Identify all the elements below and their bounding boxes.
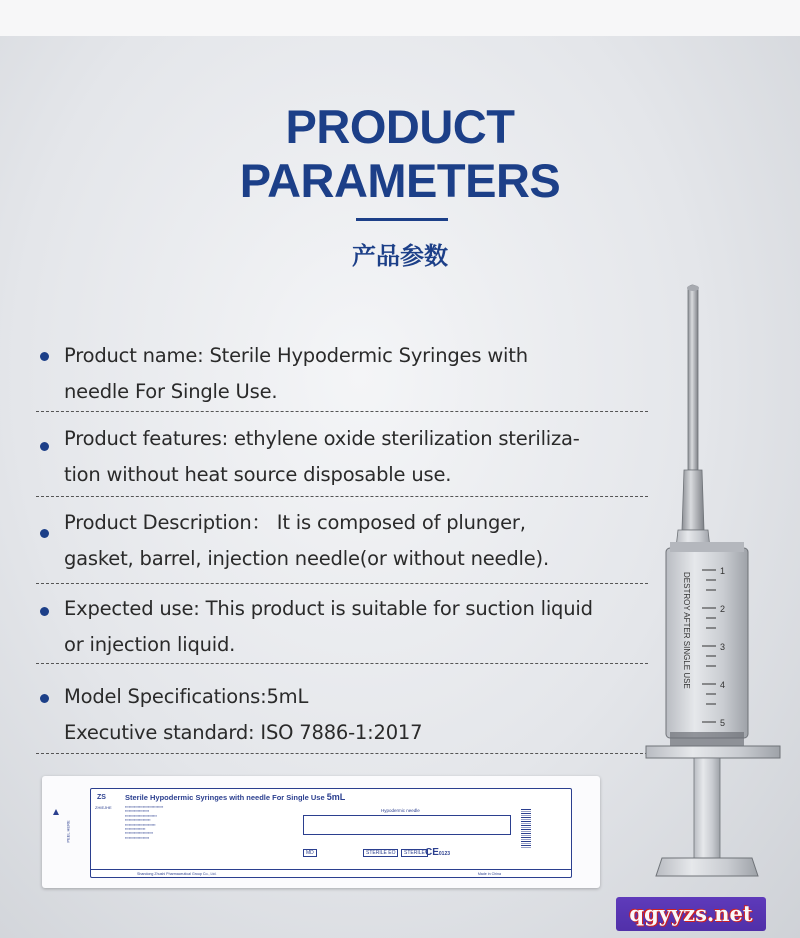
plunger-thumb [656,858,758,876]
top-band [0,0,800,36]
barcode-icon [521,809,531,849]
plunger-stopper [670,732,744,746]
scale-number: 5 [720,718,726,728]
param-line: Product name: Sterile Hypodermic Syringes with [64,344,528,367]
barrel-tip [670,542,744,552]
bullet-icon [40,352,49,361]
plunger-rod [694,758,720,858]
page-title-line1: PRODUCT [285,100,515,153]
param-text [64,505,654,577]
param-line: or injection liquid. [64,633,236,656]
param-item-name [36,338,648,412]
package-title-text: Sterile Hypodermic Syringes with needle For Single Use [125,793,325,802]
ce-number: 0123 [438,851,451,857]
scale-number: 4 [720,680,726,690]
scale-number: 2 [720,604,726,614]
scale-number: 3 [720,642,726,652]
param-text [64,338,654,410]
bullet-icon [40,529,49,538]
package-title [125,792,345,802]
package-symbol: MD [303,849,317,857]
syringe-image [640,280,800,900]
package-sterile-eo: STERILE EO [363,849,398,857]
package-logo: ZS [97,794,106,801]
cap-top [687,285,699,291]
param-line: Model Specifications:5mL [64,685,309,708]
barrel [666,548,748,738]
scale-number: 1 [720,566,726,576]
param-item-model [36,680,648,754]
barrel-text: DESTROY AFTER SINGLE USE [682,572,691,689]
package-label-frame [65,788,572,878]
param-line: Executive standard: ISO 7886-1:2017 [64,721,423,744]
needle-cap [688,285,698,470]
package-table-title: Hypodermic needle [381,808,420,813]
package-footer [91,869,571,877]
page-title-line2: PARAMETERS [239,154,561,207]
param-item-description [36,505,648,584]
package-side-text: PEEL HERE [65,820,71,843]
package-sterile: STERILE [401,849,428,857]
param-line: Product features: ethylene oxide sterilization steriliza- [64,427,580,450]
param-line: Product Description： It is composed of plunger, [64,511,526,534]
param-line: gasket, barrel, injection needle(or without needle). [64,547,549,570]
param-line: tion without heat source disposable use. [64,463,452,486]
package-fineprint: ▪▪▪▪▪▪▪▪▪▪▪▪▪▪▪▪▪▪▪▪▪▪▪▪▪▪▪▪▪▪ ▪▪▪▪▪▪▪▪▪▪▪▪▪▪▪▪▪▪▪ ▪▪▪▪▪▪▪▪▪▪▪▪▪▪▪▪▪▪▪▪▪▪▪▪▪ ▪▪▪▪▪▪▪▪▪▪▪▪▪▪▪▪▪▪▪▪ ▪▪▪▪▪▪▪▪▪▪▪▪▪▪▪▪▪▪▪▪▪▪▪▪ ▪▪▪▪▪▪▪▪▪▪▪▪▪▪▪▪ ▪▪▪▪▪▪▪▪▪▪▪▪▪▪▪▪▪▪▪▪▪▪ ▪▪▪▪▪▪▪▪▪▪▪▪▪▪▪▪▪▪▪ [125,805,164,840]
title-underline [356,218,448,221]
bullet-icon [40,442,49,451]
page-subtitle: 产品参数 [352,242,448,270]
param-line: needle For Single Use. [64,380,278,403]
package-brand: ZHIEJHE [95,805,112,810]
ce-mark-icon [425,847,450,858]
param-line: Expected use: This product is suitable for suction liquid [64,597,593,620]
watermark: qgyyzs.net [616,897,766,931]
package-origin: Made in China [477,872,501,876]
param-item-expected-use [36,593,648,664]
param-text [64,591,654,663]
peel-arrow-icon [53,809,59,815]
package-label-image [42,776,600,888]
package-manufacturer: Shandong Zhushi Pharmaceutical Group Co., Ltd. [137,872,217,876]
barrel-flange [646,746,780,758]
param-item-features [36,420,648,497]
param-text [64,421,654,493]
ce-mark: CE [425,847,439,858]
param-text [64,679,654,751]
bullet-icon [40,694,49,703]
package-spec-table [303,815,511,835]
needle-hub [682,470,704,530]
bullet-icon [40,607,49,616]
package-volume: 5mL [326,792,346,802]
